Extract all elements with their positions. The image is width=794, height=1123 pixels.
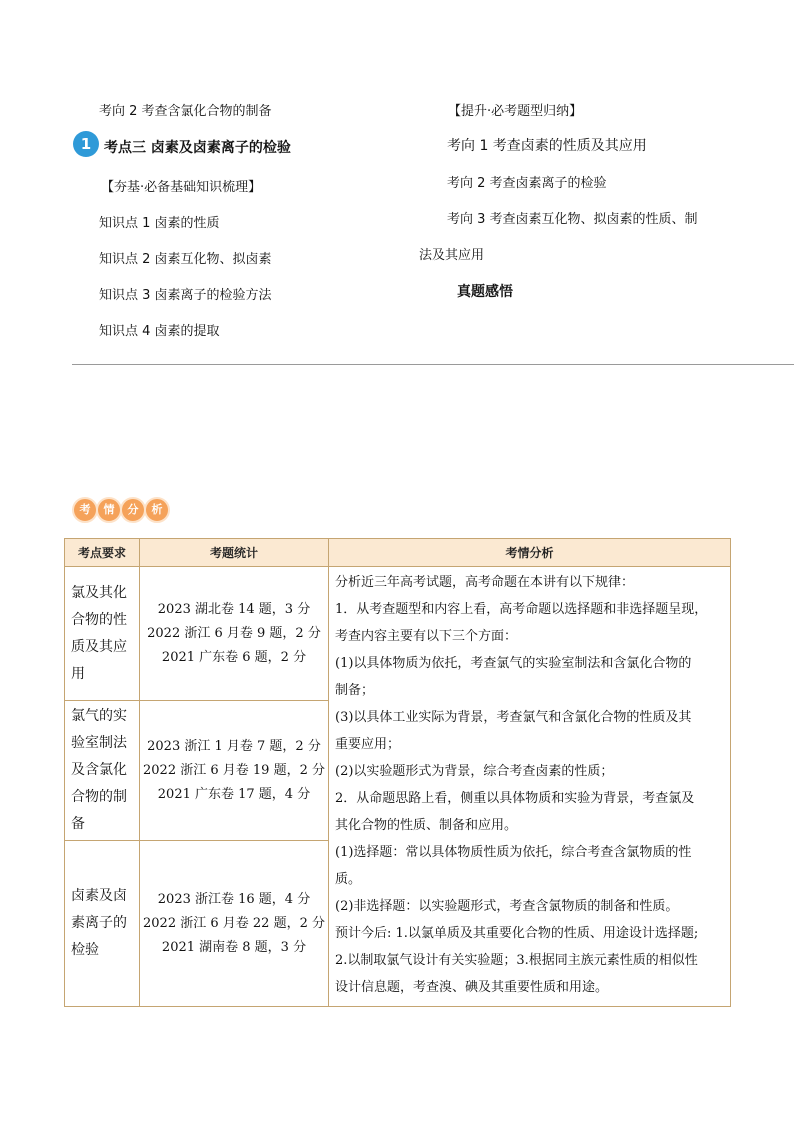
right-item-direction-1: 考向 1 考查卤素的性质及其应用 <box>447 138 647 154</box>
knowledge-point-1: 知识点 1 卤素的性质 <box>99 216 220 231</box>
section-title: 考点三 卤素及卤素离子的检验 <box>104 140 291 156</box>
badge-char: 考 <box>72 497 98 523</box>
real-questions-heading: 真题感悟 <box>457 284 513 300</box>
table-header-row <box>65 539 731 567</box>
section-number-badge: 1 <box>73 131 99 157</box>
foundation-heading: 【夯基·必备基础知识梳理】 <box>101 180 262 195</box>
badge-char: 情 <box>96 497 122 523</box>
header-requirement: 考点要求 <box>65 539 140 567</box>
statistics-cell: 2023 浙江卷 16 题，4 分 2022 浙江 6 月卷 22 题，2 分 2021 湖南卷 8 题，3 分 <box>140 841 329 1007</box>
section-divider <box>72 364 794 365</box>
badge-char: 分 <box>120 497 146 523</box>
right-item-direction-3: 考向 3 考查卤素互化物、拟卤素的性质、制 <box>447 212 698 227</box>
analysis-badge <box>72 497 168 523</box>
right-item-direction-2: 考向 2 考查卤素离子的检验 <box>447 176 607 191</box>
statistics-cell: 2023 浙江 1 月卷 7 题，2 分 2022 浙江 6 月卷 19 题，2 分 2021 广东卷 17 题，4 分 <box>140 701 329 841</box>
knowledge-point-4: 知识点 4 卤素的提取 <box>99 324 220 339</box>
header-analysis: 考情分析 <box>329 539 731 567</box>
header-statistics: 考题统计 <box>140 539 329 567</box>
badge-char: 析 <box>144 497 170 523</box>
knowledge-point-3: 知识点 3 卤素离子的检验方法 <box>99 288 272 303</box>
table-row <box>65 567 731 701</box>
right-item-direction-3-cont: 法及其应用 <box>419 248 485 263</box>
knowledge-point-2: 知识点 2 卤素互化物、拟卤素 <box>99 252 272 267</box>
requirement-cell: 氯及其化 合物的性 质及其应 用 <box>65 567 140 701</box>
requirement-cell: 氯气的实 验室制法 及含氯化 合物的制 备 <box>65 701 140 841</box>
improve-heading: 【提升·必考题型归纳】 <box>448 104 583 119</box>
analysis-cell: 分析近三年高考试题，高考命题在本讲有以下规律： 1．从考查题型和内容上看，高考命题以选择题和非选择题呈现， 考查内容主要有以下三个方面： (1)以具体物质为依托，考查氯气的实验室制法和含氯化合物的 制备； (3)以具体工业实际为背景，考查氯气和含氯化合物的性质及其 重要应用； (2)以实验题形式为背景，综合考查卤素的性质； 2．从命题思路上看，侧重以具体物质和实验为背景，考查氯及 其化合物的性质、制备和应用。 (1)选择题：常以具体物质性质为依托，综合考查含氯物质的性 质。 (2)非选择题：以实验题形式，考查含氯物质的制备和性质。 预计今后: 1.以氯单质及其重要化合物的性质、用途设计选择题; 2.以制取氯气设计有关实验题；3.根据同主族元素性质的相似性 设计信息题，考查溴、碘及其重要性质和用途。 <box>329 567 731 1007</box>
requirement-cell: 卤素及卤 素离子的 检验 <box>65 841 140 1007</box>
outline-item-direction-2: 考向 2 考查含氯化合物的制备 <box>99 104 272 119</box>
exam-analysis-table <box>64 538 731 1007</box>
statistics-cell: 2023 湖北卷 14 题，3 分 2022 浙江 6 月卷 9 题，2 分 2021 广东卷 6 题，2 分 <box>140 567 329 701</box>
